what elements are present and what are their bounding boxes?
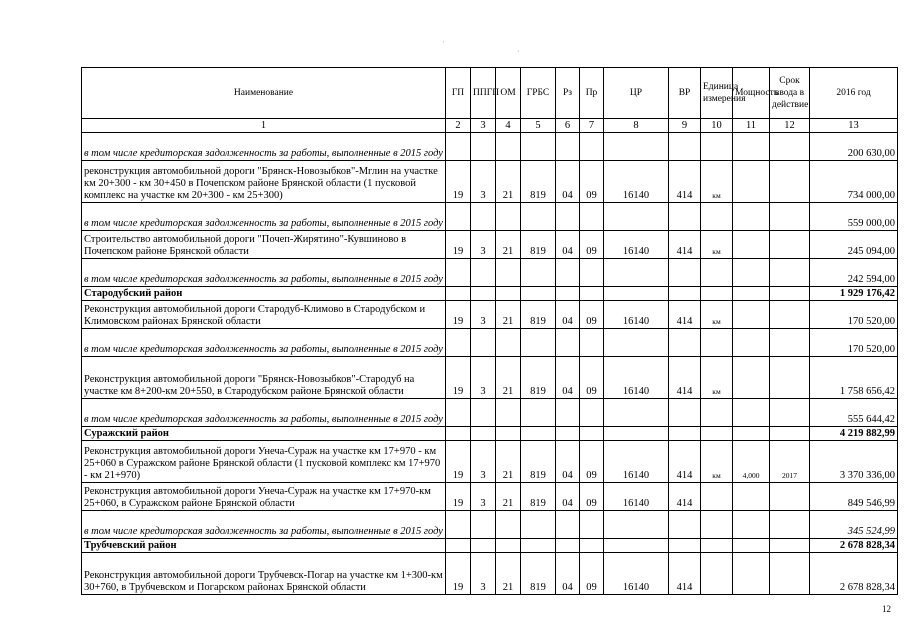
- cell-ppgp: 3: [471, 301, 496, 329]
- row-name: Реконструкция автомобильной дороги Унеча-Сураж на участке км 17+970 - км 25+060 в Суражском районе Брянской области (1 пусковой комплекс км 17+970 - км 21+970): [82, 441, 446, 483]
- cell-rz: [556, 287, 580, 301]
- cell-pr: [580, 511, 604, 539]
- row-amount: 245 094,00: [810, 231, 898, 259]
- cell-unit: [701, 133, 733, 161]
- row-amount: 4 219 882,99: [810, 427, 898, 441]
- row-name: Реконструкция автомобильной дороги "Брянск-Новозыбков"-Стародуб на участке км 8+200-км 20+550, в Стародубском районе Брянской области: [82, 357, 446, 399]
- cell-ppgp: [471, 329, 496, 357]
- note-row: [82, 399, 898, 427]
- cell-ppgp: 3: [471, 161, 496, 203]
- cell-pr: 09: [580, 483, 604, 511]
- cell-om: [496, 259, 521, 287]
- cell-power: [733, 133, 770, 161]
- cell-ppgp: 3: [471, 357, 496, 399]
- row-name: Стародубский район: [82, 287, 446, 301]
- cell-gp: 19: [446, 231, 471, 259]
- cell-om: 21: [496, 553, 521, 595]
- cell-ppgp: [471, 133, 496, 161]
- table-row: [82, 301, 898, 329]
- header-name: Наименование: [82, 68, 446, 119]
- cell-rz: [556, 259, 580, 287]
- header-grbs: ГРБС: [521, 68, 556, 119]
- table-row: [82, 483, 898, 511]
- cell-unit: [701, 483, 733, 511]
- cell-gp: [446, 399, 471, 427]
- row-name: в том числе кредиторская задолженность за работы, выполненные в 2015 году: [82, 399, 446, 427]
- note-row: [82, 511, 898, 539]
- cell-vr: [669, 259, 701, 287]
- row-amount: 2 678 828,34: [810, 553, 898, 595]
- row-name: Суражский район: [82, 427, 446, 441]
- cell-cs: [604, 427, 669, 441]
- cell-term: [770, 329, 810, 357]
- row-amount: 2 678 828,34: [810, 539, 898, 553]
- row-amount: 345 524,99: [810, 511, 898, 539]
- cell-grbs: [521, 427, 556, 441]
- row-name: Трубчевский район: [82, 539, 446, 553]
- cell-unit: [701, 399, 733, 427]
- cell-unit: [701, 329, 733, 357]
- table-row: [82, 441, 898, 483]
- row-name: в том числе кредиторская задолженность за работы, выполненные в 2015 году: [82, 259, 446, 287]
- note-row: [82, 259, 898, 287]
- col-number: 5: [521, 119, 556, 133]
- cell-cs: [604, 133, 669, 161]
- col-number: 13: [810, 119, 898, 133]
- cell-rz: 04: [556, 231, 580, 259]
- row-amount: 200 630,00: [810, 133, 898, 161]
- col-number: 12: [770, 119, 810, 133]
- cell-cs: 16140: [604, 441, 669, 483]
- cell-om: [496, 329, 521, 357]
- cell-term: [770, 161, 810, 203]
- cell-term: [770, 427, 810, 441]
- cell-term: [770, 539, 810, 553]
- table-row: [82, 161, 898, 203]
- cell-om: [496, 287, 521, 301]
- district-row: [82, 427, 898, 441]
- cell-rz: [556, 399, 580, 427]
- cell-ppgp: [471, 259, 496, 287]
- row-amount: 1 929 176,42: [810, 287, 898, 301]
- cell-pr: [580, 203, 604, 231]
- cell-ppgp: [471, 539, 496, 553]
- cell-grbs: 819: [521, 483, 556, 511]
- cell-grbs: [521, 511, 556, 539]
- scan-dot: ·: [442, 38, 445, 47]
- cell-rz: [556, 427, 580, 441]
- cell-rz: [556, 203, 580, 231]
- cell-gp: [446, 539, 471, 553]
- header-row: [82, 68, 898, 119]
- cell-rz: [556, 329, 580, 357]
- header-vr: ВР: [669, 68, 701, 119]
- row-amount: 242 594,00: [810, 259, 898, 287]
- row-name: в том числе кредиторская задолженность за работы, выполненные в 2015 году: [82, 511, 446, 539]
- cell-pr: [580, 399, 604, 427]
- col-number: 10: [701, 119, 733, 133]
- col-number: 8: [604, 119, 669, 133]
- cell-power: 4,000: [733, 441, 770, 483]
- col-number: 1: [82, 119, 446, 133]
- cell-vr: 414: [669, 161, 701, 203]
- cell-unit: [701, 203, 733, 231]
- note-row: [82, 203, 898, 231]
- column-number-row: [82, 119, 898, 133]
- cell-vr: [669, 539, 701, 553]
- cell-pr: 09: [580, 553, 604, 595]
- cell-unit: [701, 427, 733, 441]
- header-unit: Единица измерения: [701, 68, 733, 119]
- cell-term: [770, 287, 810, 301]
- cell-om: 21: [496, 357, 521, 399]
- cell-unit: [701, 287, 733, 301]
- header-year: 2016 год: [810, 68, 898, 119]
- cell-gp: [446, 133, 471, 161]
- cell-gp: 19: [446, 161, 471, 203]
- cell-ppgp: [471, 203, 496, 231]
- row-name: Реконструкция автомобильной дороги Трубчевск-Погар на участке км 1+300-км 30+760, в Трубчевском и Погарском районах Брянской области: [82, 553, 446, 595]
- cell-vr: [669, 427, 701, 441]
- cell-grbs: [521, 259, 556, 287]
- cell-power: [733, 161, 770, 203]
- cell-cs: [604, 203, 669, 231]
- cell-grbs: 819: [521, 301, 556, 329]
- table-body: [82, 133, 898, 595]
- cell-vr: 414: [669, 553, 701, 595]
- row-name: Реконструкция автомобильной дороги Унеча-Сураж на участке км 17+970-км 25+060, в Суражском районе Брянской области: [82, 483, 446, 511]
- cell-vr: 414: [669, 483, 701, 511]
- cell-power: [733, 511, 770, 539]
- cell-cs: 16140: [604, 357, 669, 399]
- col-number: 11: [733, 119, 770, 133]
- cell-unit: км: [701, 441, 733, 483]
- cell-vr: [669, 287, 701, 301]
- cell-om: [496, 399, 521, 427]
- note-row: [82, 329, 898, 357]
- cell-cs: 16140: [604, 301, 669, 329]
- cell-term: [770, 133, 810, 161]
- cell-term: [770, 399, 810, 427]
- scan-dot: ·: [517, 47, 520, 56]
- col-number: 4: [496, 119, 521, 133]
- cell-ppgp: 3: [471, 553, 496, 595]
- cell-power: [733, 301, 770, 329]
- cell-cs: [604, 259, 669, 287]
- cell-rz: [556, 511, 580, 539]
- header-power: Мощность: [733, 68, 770, 119]
- cell-cs: 16140: [604, 553, 669, 595]
- cell-ppgp: [471, 399, 496, 427]
- cell-ppgp: 3: [471, 483, 496, 511]
- cell-om: 21: [496, 231, 521, 259]
- cell-gp: [446, 511, 471, 539]
- row-name: Строительство автомобильной дороги "Почеп-Жирятино"-Кувшиново в Почепском районе Брянской области: [82, 231, 446, 259]
- cell-gp: 19: [446, 441, 471, 483]
- cell-unit: км: [701, 161, 733, 203]
- header-om: ОМ: [496, 68, 521, 119]
- cell-ppgp: 3: [471, 231, 496, 259]
- cell-cs: 16140: [604, 231, 669, 259]
- row-amount: 734 000,00: [810, 161, 898, 203]
- row-name: в том числе кредиторская задолженность за работы, выполненные в 2015 году: [82, 133, 446, 161]
- cell-grbs: [521, 133, 556, 161]
- header-cs: ЦР: [604, 68, 669, 119]
- cell-om: [496, 539, 521, 553]
- row-name: Реконструкция автомобильной дороги Стародуб-Климово в Стародубском и Климовском районах Брянской области: [82, 301, 446, 329]
- col-number: 9: [669, 119, 701, 133]
- cell-rz: 04: [556, 301, 580, 329]
- cell-power: [733, 427, 770, 441]
- cell-vr: 414: [669, 301, 701, 329]
- row-name: реконструкция автомобильной дороги "Брянск-Новозыбков"-Мглин на участке км 20+300 - км 30+450 в Почепском районе Брянской области (1 пусковой комплекс на участке км 20+300 - км 25+300): [82, 161, 446, 203]
- cell-om: [496, 427, 521, 441]
- cell-term: [770, 357, 810, 399]
- cell-gp: [446, 203, 471, 231]
- cell-term: [770, 231, 810, 259]
- cell-grbs: 819: [521, 231, 556, 259]
- cell-rz: 04: [556, 553, 580, 595]
- cell-unit: [701, 553, 733, 595]
- row-name: в том числе кредиторская задолженность за работы, выполненные в 2015 году: [82, 203, 446, 231]
- cell-pr: 09: [580, 441, 604, 483]
- cell-rz: 04: [556, 441, 580, 483]
- cell-vr: [669, 133, 701, 161]
- col-number: 2: [446, 119, 471, 133]
- header-ppgp: ППГП: [471, 68, 496, 119]
- cell-power: [733, 329, 770, 357]
- cell-rz: [556, 539, 580, 553]
- row-amount: 849 546,99: [810, 483, 898, 511]
- cell-power: [733, 231, 770, 259]
- cell-unit: км: [701, 231, 733, 259]
- cell-vr: [669, 329, 701, 357]
- header-pr: Пр: [580, 68, 604, 119]
- cell-power: [733, 259, 770, 287]
- cell-om: [496, 203, 521, 231]
- col-number: 3: [471, 119, 496, 133]
- cell-unit: км: [701, 357, 733, 399]
- cell-unit: [701, 539, 733, 553]
- cell-rz: 04: [556, 357, 580, 399]
- cell-om: 21: [496, 441, 521, 483]
- cell-unit: [701, 259, 733, 287]
- cell-pr: [580, 329, 604, 357]
- cell-vr: [669, 399, 701, 427]
- cell-cs: [604, 329, 669, 357]
- cell-cs: [604, 287, 669, 301]
- cell-om: [496, 511, 521, 539]
- cell-term: [770, 553, 810, 595]
- cell-vr: 414: [669, 231, 701, 259]
- cell-rz: 04: [556, 483, 580, 511]
- cell-pr: [580, 427, 604, 441]
- cell-grbs: 819: [521, 161, 556, 203]
- cell-grbs: 819: [521, 553, 556, 595]
- header-term: Срок ввода в действие: [770, 68, 810, 119]
- district-row: [82, 539, 898, 553]
- cell-term: [770, 259, 810, 287]
- cell-vr: 414: [669, 357, 701, 399]
- cell-power: [733, 287, 770, 301]
- cell-power: [733, 357, 770, 399]
- cell-om: 21: [496, 301, 521, 329]
- cell-term: [770, 511, 810, 539]
- cell-vr: [669, 203, 701, 231]
- cell-gp: [446, 259, 471, 287]
- cell-cs: 16140: [604, 483, 669, 511]
- cell-cs: 16140: [604, 161, 669, 203]
- row-amount: 1 758 656,42: [810, 357, 898, 399]
- cell-ppgp: [471, 287, 496, 301]
- cell-term: [770, 301, 810, 329]
- cell-pr: 09: [580, 301, 604, 329]
- cell-rz: [556, 133, 580, 161]
- cell-vr: 414: [669, 441, 701, 483]
- header-rz: Рз: [556, 68, 580, 119]
- cell-pr: 09: [580, 161, 604, 203]
- row-name: в том числе кредиторская задолженность за работы, выполненные в 2015 году: [82, 329, 446, 357]
- cell-grbs: [521, 287, 556, 301]
- cell-grbs: [521, 203, 556, 231]
- cell-pr: [580, 539, 604, 553]
- cell-pr: [580, 287, 604, 301]
- row-amount: 170 520,00: [810, 301, 898, 329]
- cell-power: [733, 203, 770, 231]
- cell-cs: [604, 399, 669, 427]
- cell-pr: [580, 133, 604, 161]
- district-row: [82, 287, 898, 301]
- cell-ppgp: 3: [471, 441, 496, 483]
- cell-om: 21: [496, 483, 521, 511]
- cell-unit: км: [701, 301, 733, 329]
- cell-vr: [669, 511, 701, 539]
- row-amount: 3 370 336,00: [810, 441, 898, 483]
- cell-gp: 19: [446, 357, 471, 399]
- header-gp: ГП: [446, 68, 471, 119]
- cell-power: [733, 399, 770, 427]
- table-row: [82, 357, 898, 399]
- cell-gp: [446, 287, 471, 301]
- cell-pr: 09: [580, 357, 604, 399]
- table-row: [82, 553, 898, 595]
- cell-cs: [604, 539, 669, 553]
- cell-gp: [446, 427, 471, 441]
- cell-grbs: [521, 399, 556, 427]
- cell-pr: 09: [580, 231, 604, 259]
- cell-unit: [701, 511, 733, 539]
- col-number: 6: [556, 119, 580, 133]
- row-amount: 555 644,42: [810, 399, 898, 427]
- col-number: 7: [580, 119, 604, 133]
- cell-rz: 04: [556, 161, 580, 203]
- budget-table: [81, 67, 898, 595]
- cell-pr: [580, 259, 604, 287]
- cell-om: 21: [496, 161, 521, 203]
- row-amount: 559 000,00: [810, 203, 898, 231]
- cell-grbs: 819: [521, 441, 556, 483]
- cell-power: [733, 539, 770, 553]
- cell-gp: 19: [446, 301, 471, 329]
- cell-power: [733, 553, 770, 595]
- cell-gp: [446, 329, 471, 357]
- cell-cs: [604, 511, 669, 539]
- cell-grbs: [521, 539, 556, 553]
- cell-ppgp: [471, 511, 496, 539]
- row-amount: 170 520,00: [810, 329, 898, 357]
- cell-term: [770, 203, 810, 231]
- cell-term: [770, 483, 810, 511]
- cell-om: [496, 133, 521, 161]
- cell-term: 2017: [770, 441, 810, 483]
- cell-ppgp: [471, 427, 496, 441]
- cell-gp: 19: [446, 483, 471, 511]
- page-number: 12: [882, 604, 891, 614]
- cell-grbs: [521, 329, 556, 357]
- table-row: [82, 231, 898, 259]
- note-row: [82, 133, 898, 161]
- cell-gp: 19: [446, 553, 471, 595]
- cell-power: [733, 483, 770, 511]
- cell-grbs: 819: [521, 357, 556, 399]
